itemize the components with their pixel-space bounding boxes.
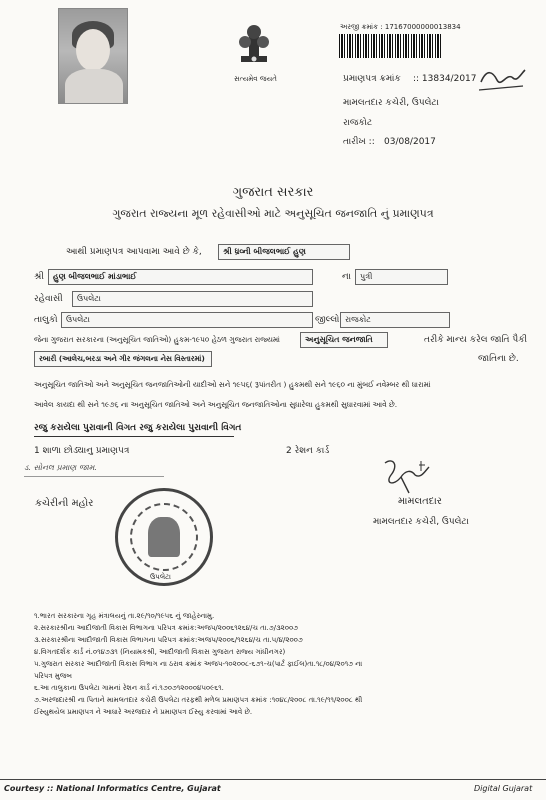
- legal-paragraph-line-2: આવેલ કાયદા થી સને ૧૯૭૬ ના અનુસૂચિત જાતિઓ અને અનુસૂચિત જનજાતિઓના સુધારેલા હુકમથી સુધારવામાં આવે છે.: [34, 400, 398, 409]
- application-number: અરજી ક્રમાંક : 17167000000013834: [340, 23, 461, 31]
- certificate-title: ગુજરાત રાજ્યના મૂળ રહેવાસીઓ માટે અનુસૂચિત જનજાતિ નું પ્રમાણપત્ર: [112, 207, 434, 220]
- tribe-value: રબારી (આલેચ,બરડા અને ગીર જંગલના નેસ વિસ્તારમાં): [34, 351, 212, 367]
- relation-value: પુત્રી: [355, 269, 448, 285]
- footer-brand: Digital Gujarat: [474, 784, 533, 793]
- tribe-suffix: જાતિના છે.: [478, 354, 519, 364]
- note-line: ઈસ્યુથયેલ પ્રમાણપત્ર ને આધારે અરજદાર ને પ્રમાણપત્ર ઈસ્યુ કરવામાં આવે છે.: [34, 708, 253, 716]
- barcode: [339, 34, 441, 58]
- handwritten-note: ડ. સોનલ પ્રમાણ જામ.: [24, 463, 97, 472]
- note-line: ૧.ભારત સરકારના ગૃહ મંત્રાલયનું તા.૨૯/૧૦/૧૯૫૬ નું જાહેરનામુ.: [34, 612, 215, 620]
- office-seal-label: કચેરીની મહોર: [35, 498, 94, 509]
- note-line: ૬.આ તાલુકાના ઉપલેટા ગામનાં રેશન કાર્ડ નં.૧૭૦૭૧૨૦૦૦૪૫૦૯૬૧.: [34, 684, 224, 692]
- seal-text: ઉપલેટા: [150, 573, 171, 581]
- footer-courtesy: Courtesy :: National Informatics Centre, Gujarat: [4, 784, 221, 793]
- certificate-number-label: પ્રમાણપત્ર ક્રમાંક: [343, 74, 401, 84]
- note-line: ૪.વિગતદર્શક કાર્ડ નં.૦૧૪૭૩૧ (નિયામકશ્રી, આદીજાતી વિકાસ ગુજરાત રાજ્ય ગાંધીનગર): [34, 648, 286, 656]
- applicant-name: શ્રી ધ્રવ્ની બીજલભાઈ હુણ: [218, 244, 350, 260]
- issue-date-label: તારીખ ::: [343, 137, 375, 147]
- taluka-value: ઉપલેટા: [61, 312, 313, 328]
- office-seal-stamp: [115, 488, 213, 586]
- mamlatdar-title: મામલતદાર: [398, 496, 442, 507]
- district-label: જીલ્લો: [315, 315, 340, 325]
- proof-item-2: 2 રેશન કાર્ડ: [286, 446, 330, 456]
- shri-label: શ્રી: [34, 272, 44, 282]
- note-line: ૩.સરકારશ્રીના આદીજાતી વિકાસ વિભાગના પરિપત્ર ક્રમાંક:અજપ/૨૦૦૬/૧૨૬૪/ચ તા.૫/૪/૨૦૦૭: [34, 636, 303, 644]
- district-name: રાજકોટ: [343, 118, 373, 128]
- legal-paragraph-line-1: અનુસૂચિત જાતિઓ અને અનુસૂચિત જનજાતિઓની યાદીઓ સને ૧૯૫૬( રૂપાંતરીત ) હુકમથી સને ૧૯૬૦ ના મુંબઈ નવેમ્બર થી ધારામાં: [34, 380, 431, 389]
- note-line: ૭.અરજદારશ્રી ના પિતાને મામલતદાર કચેરી ઉપલેટા તરફથી મળેલ પ્રમાણપત્ર ક્રમાંક :૧૦૪૮/૨૦૦૮ તા.૧૯/૧૧/૨૦૦૮ થી: [34, 696, 363, 704]
- certificate-number: :: 13834/2017: [413, 74, 477, 84]
- note-line: પરિપત્ર મુજબ: [34, 672, 73, 680]
- residence-label: રહેવાસી: [34, 294, 63, 304]
- proof-heading: રજુ કરાયેલા પુરાવાની વિગત રજુ કરાયેલા પુરાવાની વિગત: [34, 423, 242, 433]
- residence-value: ઉપલેટા: [72, 291, 313, 307]
- official-signature: [363, 457, 443, 501]
- proof-item-1: 1 શાળા છોડ્યાનુ પ્રમાણપત્ર: [34, 446, 130, 456]
- emblem-motto: સત્યમેવ જયતે: [234, 75, 277, 83]
- national-emblem-icon: [233, 24, 275, 82]
- issue-date: 03/08/2017: [384, 137, 436, 147]
- mamlatdar-office: મામલતદાર કચેરી, ઉપલેટા: [373, 517, 469, 527]
- category-value: અનુસૂચિત જનજાતિ: [300, 332, 388, 348]
- government-title: ગુજરાત સરકાર: [232, 185, 314, 200]
- father-name: હુણ બીજલભાઈ માંડાભાઈ: [48, 269, 313, 285]
- note-line: ૨.સરકારશ્રીના આદીજાતી વિકાસ વિભાગના પરિપત્ર ક્રમાંક:અજપ/૨૦૦૬૧૨૬૪/ચ તા.૭/૩૨૦૦૭: [34, 624, 299, 632]
- relation-prefix: ના: [342, 272, 351, 282]
- intro-text: આથી પ્રમાણપત્ર આપવામા આવે છે કે,: [66, 247, 202, 257]
- order-text: જેના ગુજરાત સરકારના (અનુસૂચિત જાતિઓ) હુકમ-૧૯૫૦ હેઠળ ગુજરાત રાજ્યમાં: [34, 335, 280, 344]
- notes-list: [34, 612, 534, 720]
- issuing-office: મામલતદાર કચેરી, ઉપલેટા: [343, 98, 439, 108]
- note-line: ૫.ગુજરાત સરકાર આદીજાતી વિકાસ વિભાગ ના ઠરાવ ક્રમાંક અજપ-૧૦૨૦૦૮-૬૭૧-ચ(પાર્ટ ફાઈલ)તા.૧૮/૦૪/૨૦૧૭ ના: [34, 660, 363, 668]
- applicant-photo: [58, 8, 128, 104]
- category-suffix: તરીકે માન્ય કરેલ જાતિ પૈકી: [424, 335, 528, 345]
- district-value: રાજકોટ: [340, 312, 450, 328]
- taluka-label: તાલુકો: [34, 315, 58, 325]
